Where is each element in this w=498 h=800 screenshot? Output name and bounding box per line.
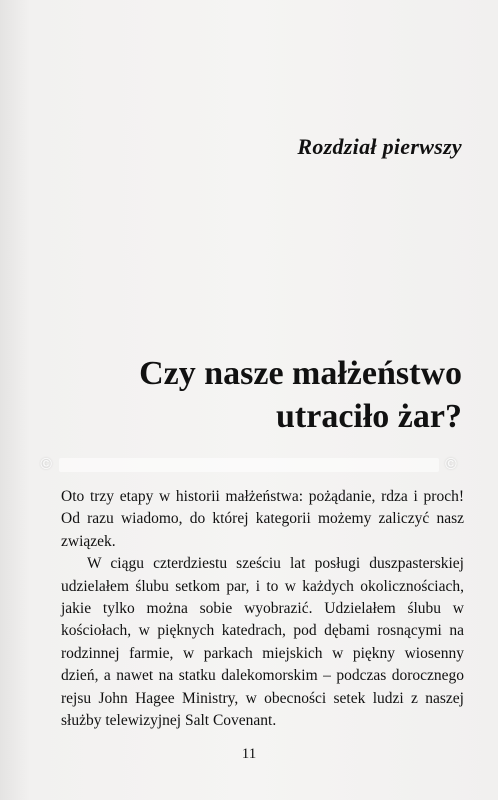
page-number: 11: [241, 746, 257, 762]
watermark-bar: [59, 458, 439, 472]
copyright-icon: ©: [40, 456, 53, 473]
paragraph: W ciągu czterdziestu sześciu lat posługi duszpasterskiej udzielałem ślubu setkom par, i to w każdych okolicznościach, jakie tylko można sobie wyobrazić. Udzielałem ślubu w kościołach, w pięknych katedrach, pod dębami rosnącymi na rodzinnej farmie, w parkach miejskich w piękny wiosenny dzień, a nawet na statku dalekomorskim – podczas dorocznego rejsu John Hagee Ministry, w obecności setek ludzi z naszej służby telewizyjnej Salt Covenant.: [61, 555, 464, 730]
chapter-title-line: utraciło żar?: [276, 398, 462, 435]
chapter-title: [139, 352, 462, 438]
body-text: [61, 486, 464, 732]
bleed-through-texture: [60, 48, 480, 69]
chapter-title-line: Czy nasze małżeństwo: [139, 355, 462, 392]
chapter-label: Rozdział pierwszy: [297, 134, 462, 159]
watermark-strip: [0, 452, 498, 478]
paragraph: Oto trzy etapy w historii małżeństwa: pożądanie, rdza i proch! Od razu wiadomo, do której kategorii możemy zaliczyć nasz związek.: [61, 488, 464, 550]
copyright-icon: ©: [445, 456, 458, 473]
